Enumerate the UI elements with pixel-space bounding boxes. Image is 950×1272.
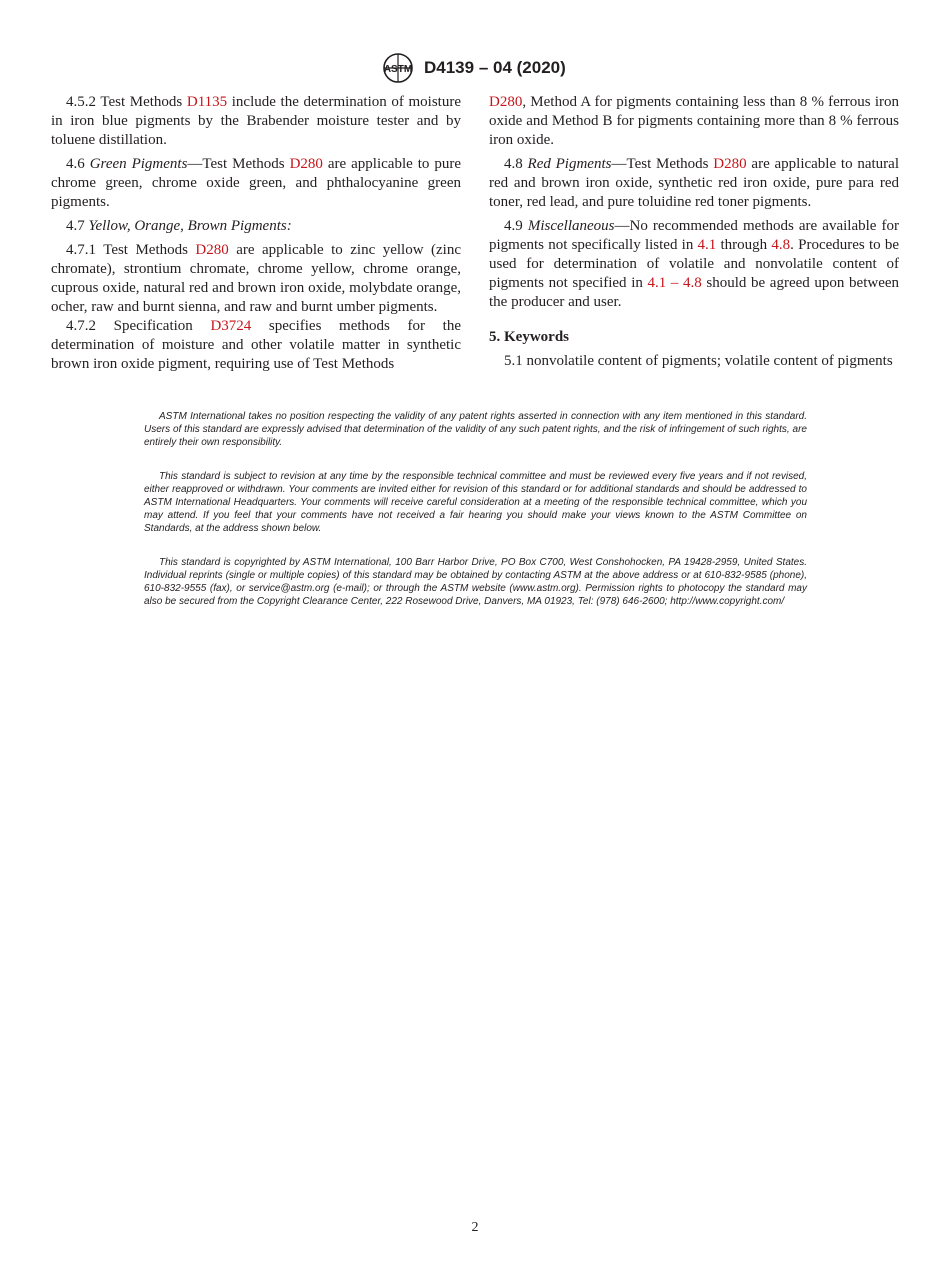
link-d1135[interactable]: D1135 bbox=[186, 94, 228, 110]
paragraph-4-9: 4.9 Miscellaneous—No recommended methods are available for pigments not specifically listed in 4.1 through 4.8. Procedures to be used for determination of volatile and nonvolatile content of pigments not specified in 4.1 – 4.8 should be agreed upon between the producer and user. bbox=[489, 218, 900, 310]
svg-text:ASTM: ASTM bbox=[383, 64, 413, 75]
section-title-red-pigments: Red Pigments bbox=[527, 156, 612, 172]
right-column bbox=[489, 93, 899, 376]
link-d3724[interactable]: D3724 bbox=[210, 318, 252, 334]
astm-notices bbox=[144, 410, 807, 628]
link-d280[interactable]: D280 bbox=[289, 156, 323, 172]
notice-patent-rights: ASTM International takes no position respecting the validity of any patent rights asserted in connection with any item mentioned in this standard. Users of this standard are expressly advised that determination of the validity of any such patent rights, and the risk of infringement of such rights, are entirely their own responsibility. bbox=[144, 411, 807, 449]
link-section-4-1-to-4-8[interactable]: 4.1 – 4.8 bbox=[647, 275, 702, 291]
section-heading-keywords: 5. Keywords bbox=[489, 329, 569, 345]
astm-logo-icon bbox=[380, 52, 416, 84]
paragraph-4-7-2: 4.7.2 Specification D3724 specifies methods for the determination of moisture and other volatile matter in synthetic brown iron oxide pigment, requiring use of Test Methods bbox=[51, 318, 461, 372]
left-column bbox=[51, 93, 461, 379]
link-d280[interactable]: D280 bbox=[489, 94, 523, 110]
paragraph-4-7-1: 4.7.1 Test Methods D280 are applicable to zinc yellow (zinc chromate), strontium chromate, chrome yellow, chrome orange, cuprous oxide, natural red and brown iron oxide, molybdate orange, ocher, raw and burnt sienna, and raw and burnt umber pigments. bbox=[51, 242, 461, 315]
notice-revision: This standard is subject to revision at any time by the responsible technical committee and must be reviewed every five years and if not revised, either reapproved or withdrawn. Your comments are invited either for revision of this standard or for additional standards and should be addressed to ASTM International Headquarters. Your comments will receive careful consideration at a meeting of the responsible technical committee, which you may attend. If you feel that your comments have not received a fair hearing you should make your views known to the ASTM Committee on Standards, at the address shown below. bbox=[144, 470, 807, 535]
paragraph-4-7-2-continued: D280, Method A for pigments containing less than 8 % ferrous iron oxide and Method B for pigments containing more than 8 % ferrous iron oxide. bbox=[489, 94, 899, 148]
link-section-4-1[interactable]: 4.1 bbox=[697, 237, 717, 253]
paragraph-4-7: 4.7 Yellow, Orange, Brown Pigments: bbox=[66, 218, 292, 234]
paragraph-4-8: 4.8 Red Pigments—Test Methods D280 are applicable to natural red and brown iron oxide, synthetic red iron oxide, pure para red toner, red lead, and pure toluidine red toner pigments. bbox=[489, 156, 899, 210]
link-section-4-8[interactable]: 4.8 bbox=[771, 237, 791, 253]
paragraph-4-5-2: 4.5.2 Test Methods D1135 include the determination of moisture in iron blue pigments by the Brabender moisture tester and by toluene distillation. bbox=[51, 94, 461, 148]
link-d280[interactable]: D280 bbox=[195, 242, 229, 258]
notice-copyright: This standard is copyrighted by ASTM International, 100 Barr Harbor Drive, PO Box C700, West Conshohocken, PA 19428-2959, United States. Individual reprints (single or multiple copies) of this standard may be obtained by contacting ASTM at the above address or at 610-832-9585 (phone), 610-832-9555 (fax), or service@astm.org (e-mail); or through the ASTM website (www.astm.org). Permission rights to photocopy the standard may also be secured from the Copyright Clearance Center, 222 Rosewood Drive, Danvers, MA 01923, Tel: (978) 646-2600; http://www.copyright.com/ bbox=[144, 556, 807, 608]
paragraph-4-6: 4.6 Green Pigments—Test Methods D280 are applicable to pure chrome green, chrome oxide green, and phthalocyanine green pigments. bbox=[51, 156, 461, 210]
page-number: 2 bbox=[471, 1220, 479, 1235]
document-designation: D4139 – 04 (2020) bbox=[424, 58, 566, 77]
paragraph-5-1: 5.1 nonvolatile content of pigments; volatile content of pigments bbox=[504, 353, 893, 369]
section-title-yellow-orange-brown: Yellow, Orange, Brown Pigments: bbox=[88, 218, 292, 234]
section-title-green-pigments: Green Pigments bbox=[89, 156, 188, 172]
link-d280[interactable]: D280 bbox=[713, 156, 747, 172]
section-title-miscellaneous: Miscellaneous bbox=[527, 218, 615, 234]
page-header bbox=[0, 52, 950, 86]
